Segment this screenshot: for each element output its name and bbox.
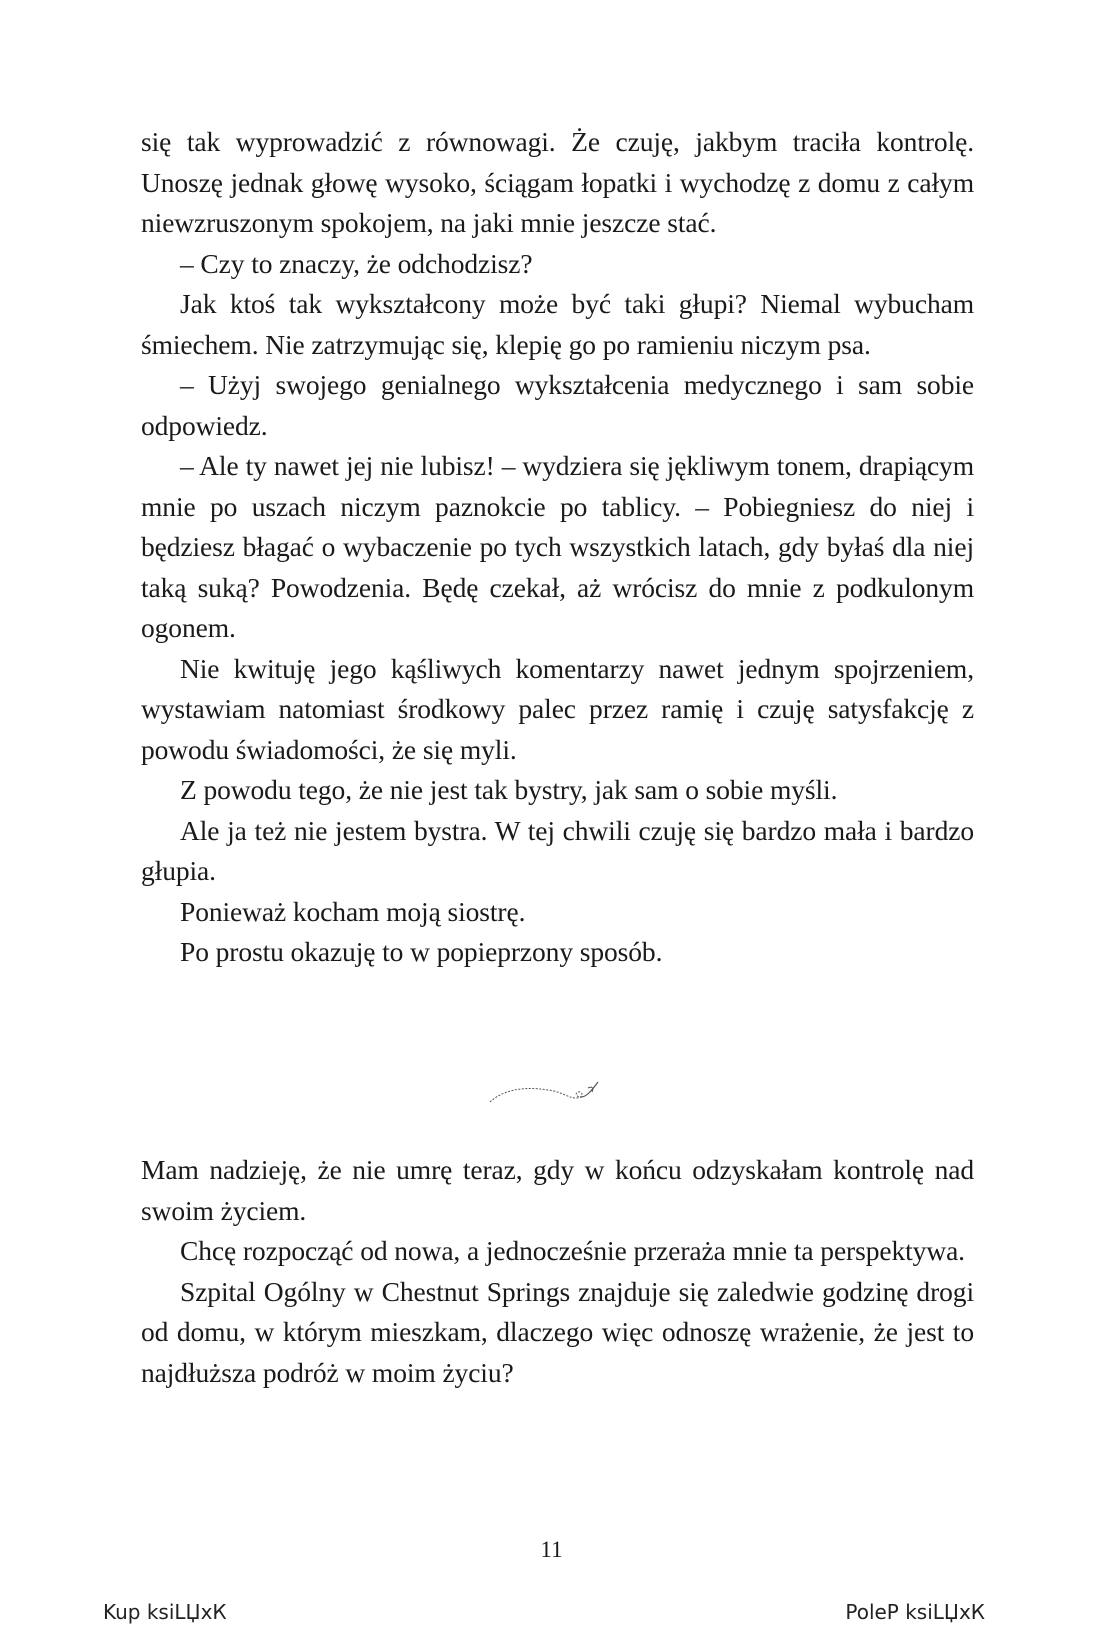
main-text-section-2 [141, 1150, 974, 1393]
recommend-book-link[interactable]: PoleP ksiLЏxК [845, 1600, 985, 1624]
paragraph: Jak ktoś tak wykształcony może być taki głupi? Niemal wybucham śmiechem. Nie zatrzymując się, klepię go po ramieniu niczym psa. [141, 288, 974, 360]
paragraph: Szpital Ogólny w Chestnut Springs znajduje się zaledwie godzinę drogi od domu, w którym mieszkam, dlaczego więc odnoszę wrażenie, że jest to najdłuższa podróż w moim życiu? [141, 1275, 974, 1388]
paragraph: – Ale ty nawet jej nie lubisz! – wydziera się jękliwym tonem, drapiącym mnie po uszach niczym paznokcie po tablicy. – Pobiegniesz do niej i będziesz błagać o wybaczenie po tych wszystkich latach, gdy byłaś dla niej taką suką? Powodzenia. Będę czekał, aż wrócisz do mnie z podkulonym ogonem. [141, 450, 974, 643]
paragraph: Chcę rozpocząć od nowa, a jednocześnie przeraża mnie ta perspektywa. [180, 1235, 965, 1266]
paragraph: Ale ja też nie jestem bystra. W tej chwili czuję się bardzo mała i bardzo głupia. [141, 814, 974, 886]
flourish-divider-icon [488, 1076, 618, 1110]
paragraph: się tak wyprowadzić z równowagi. Że czuję, jakbym traciła kontrolę. Unoszę jednak głowę wysoko, ściągam łopatki i wychodzę z domu z całym niewzruszonym spokojem, na jaki mnie jeszcze stać. [141, 126, 974, 238]
buy-book-link[interactable]: Kup ksiLЏxК [103, 1600, 227, 1624]
paragraph: – Czy to znaczy, że odchodzisz? [180, 247, 533, 279]
paragraph: – Użyj swojego genialnego wykształcenia medycznego i sam sobie odpowiedz. [141, 369, 974, 441]
paragraph: Mam nadzieję, że nie umrę teraz, gdy w końcu odzyskałam kontrolę nad swoim życiem. [141, 1154, 974, 1226]
paragraph: Po prostu okazuję to w popieprzony sposób. [180, 936, 663, 967]
paragraph: Z powodu tego, że nie jest tak bystry, jak sam o sobie myśli. [180, 774, 838, 805]
main-text [141, 122, 974, 973]
page-number: 11 [540, 1537, 563, 1562]
paragraph: Ponieważ kocham moją siostrę. [180, 895, 526, 927]
paragraph: Nie kwituję jego kąśliwych komentarzy nawet jednym spojrzeniem, wystawiam natomiast środkowy palec przez ramię i czuję satysfakcję z powodu świadomości, że się myli. [141, 652, 974, 765]
